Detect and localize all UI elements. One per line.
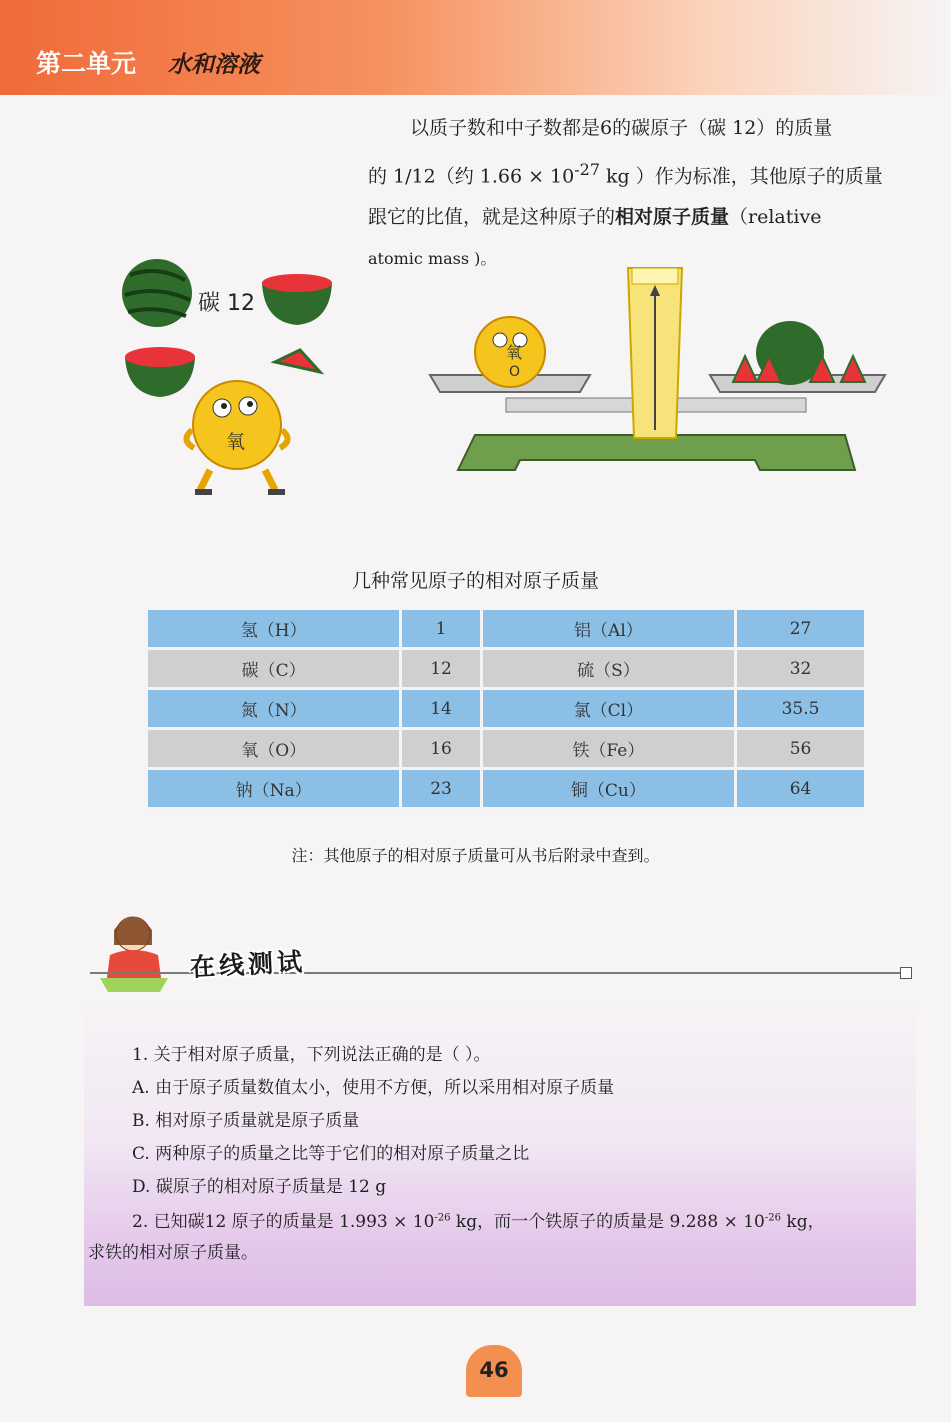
q2-exponent-1: -26 xyxy=(434,1212,451,1224)
mass-cell: 27 xyxy=(736,610,864,649)
q2-part-b: kg，而一个铁原子的质量是 9.288 × 10 xyxy=(450,1212,765,1232)
mass-cell: 16 xyxy=(401,729,481,769)
mass-cell: 12 xyxy=(401,649,481,689)
q2-part-a: 2. 已知碳12 原子的质量是 1.993 × 10 xyxy=(132,1212,435,1232)
element-cell: 铁（Fe） xyxy=(481,729,735,769)
question-1: 1. 关于相对原子质量，下列说法正确的是（ ）。 xyxy=(132,1045,491,1065)
option-d: D. 碳原子的相对原子质量是 12 g xyxy=(132,1177,387,1197)
oxygen-symbol: O xyxy=(509,364,521,380)
question-2 xyxy=(132,1207,825,1232)
element-cell: 氢（H） xyxy=(148,610,401,649)
oxygen-char-label: 氧 xyxy=(226,431,246,453)
unit-title: 水和溶液 xyxy=(168,51,260,78)
mass-cell: 35.5 xyxy=(736,689,864,729)
intro-line-3a: 跟它的比值，就是这种原子的 xyxy=(368,206,616,229)
unit-label: 第二单元 xyxy=(36,49,137,78)
q2-exponent-2: -26 xyxy=(764,1212,781,1224)
intro-line-2b: kg ）作为标准，其他原子的质量 xyxy=(600,165,883,188)
mass-cell: 64 xyxy=(736,769,864,809)
element-cell: 氧（O） xyxy=(148,729,401,769)
question-2-line-2: 求铁的相对原子质量。 xyxy=(88,1243,258,1263)
element-cell: 硫（S） xyxy=(481,649,735,689)
intro-line-1: 以质子数和中子数都是6的碳原子（碳 12）的质量 xyxy=(410,117,833,139)
mass-cell: 56 xyxy=(736,729,864,769)
mass-cell: 14 xyxy=(401,689,481,729)
page-number: 46 xyxy=(479,1358,509,1382)
intro-line-2a: 的 1/12（约 1.66 × 10 xyxy=(368,165,575,188)
page-number-tab xyxy=(466,1345,522,1397)
element-cell: 铝（Al） xyxy=(481,610,735,649)
mass-cell: 1 xyxy=(401,610,481,649)
carbon-12-label: 碳 12 xyxy=(198,291,255,316)
online-test-title: 在线测试 xyxy=(189,946,307,983)
element-cell: 氯（Cl） xyxy=(481,689,735,729)
oxygen-pan-label: 氧 xyxy=(506,343,523,362)
element-cell: 钠（Na） xyxy=(148,769,401,809)
q2-part-c: kg， xyxy=(780,1212,825,1232)
option-a: A. 由于原子质量数值太小，使用不方便，所以采用相对原子质量 xyxy=(132,1078,615,1098)
element-cell: 氮（N） xyxy=(148,689,401,729)
option-b: B. 相对原子质量就是原子质量 xyxy=(132,1111,360,1131)
element-cell: 碳（C） xyxy=(148,649,401,689)
term-relative-atomic-mass: 相对原子质量 xyxy=(615,206,730,229)
intro-exponent: -27 xyxy=(574,160,600,179)
element-cell: 铜（Cu） xyxy=(481,769,735,809)
mass-cell: 32 xyxy=(736,649,864,689)
option-c: C. 两种原子的质量之比等于它们的相对原子质量之比 xyxy=(132,1144,530,1164)
mass-cell: 23 xyxy=(401,769,481,809)
girl-reading-icon xyxy=(100,917,168,992)
table-title: 几种常见原子的相对原子质量 xyxy=(351,570,599,592)
intro-line-3b: （relative xyxy=(729,206,822,229)
rule-end-box xyxy=(900,967,912,979)
table-note: 注：其他原子的相对原子质量可从书后附录中查到。 xyxy=(291,846,660,865)
intro-line-4: atomic mass )。 xyxy=(368,249,497,269)
